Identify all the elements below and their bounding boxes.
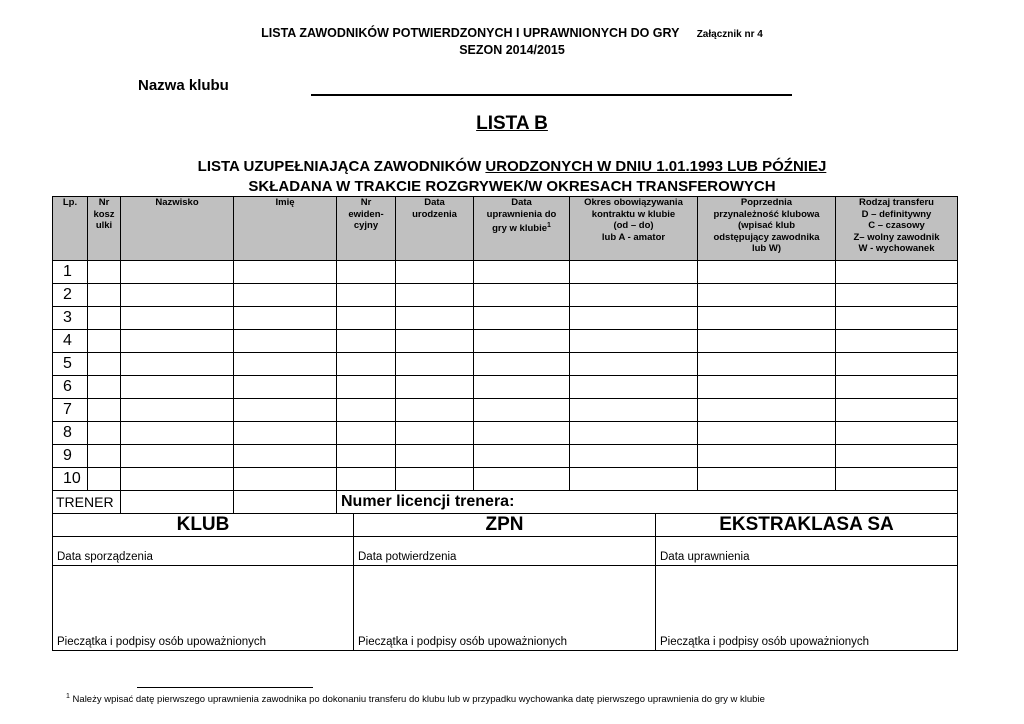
stamp-ekstraklasa-field[interactable]: Pieczątka i podpisy osób upoważnionych (656, 566, 958, 651)
row-number: 6 (53, 376, 88, 399)
stamp-zpn-field[interactable]: Pieczątka i podpisy osób upoważnionych (354, 566, 656, 651)
col-header-birth-date-text: Data urodzenia (412, 197, 457, 220)
dates-row (53, 537, 958, 566)
table-cell[interactable] (234, 445, 337, 468)
table-cell[interactable] (234, 399, 337, 422)
table-cell[interactable] (474, 422, 570, 445)
table-cell[interactable] (474, 468, 570, 491)
table-cell[interactable] (836, 330, 958, 353)
col-header-lp-text: Lp. (62, 197, 78, 208)
table-cell[interactable] (121, 330, 234, 353)
table-row (53, 468, 958, 491)
table-cell[interactable] (698, 468, 836, 491)
list-title: LISTA B (476, 113, 548, 134)
table-cell[interactable] (337, 307, 396, 330)
table-cell[interactable] (88, 261, 121, 284)
row-number: 10 (53, 468, 88, 491)
table-cell[interactable] (836, 307, 958, 330)
row-number: 3 (53, 307, 88, 330)
table-cell[interactable] (474, 330, 570, 353)
col-header-shirt-number (88, 197, 121, 261)
col-header-registry-number (337, 197, 396, 261)
table-cell[interactable] (570, 468, 698, 491)
footnote-text: Należy wpisać datę pierwszego uprawnienia zawodnika po dokonaniu transferu do klubu lub w przypadku wychowanka datę pierwszego uprawnienia do gry w klubie (69, 694, 765, 706)
approval-table (52, 513, 958, 651)
table-cell[interactable] (88, 284, 121, 307)
player-rows (53, 261, 958, 491)
table-row (53, 445, 958, 468)
col-header-eligibility-date (474, 197, 570, 261)
row-number: 2 (53, 284, 88, 307)
col-header-shirt-number-text: Nr kosz ulki (93, 197, 115, 231)
row-number: 4 (53, 330, 88, 353)
org-zpn: ZPN (354, 514, 656, 537)
table-cell[interactable] (234, 376, 337, 399)
trainer-label: TRENER (53, 491, 121, 514)
footnote (66, 693, 765, 705)
col-header-previous-club (698, 197, 836, 261)
date-prepared-field[interactable]: Data sporządzenia (53, 537, 354, 566)
table-cell[interactable] (570, 445, 698, 468)
table-cell[interactable] (836, 468, 958, 491)
table-cell[interactable] (234, 307, 337, 330)
table-cell[interactable] (121, 445, 234, 468)
table-cell[interactable] (698, 399, 836, 422)
col-header-birth-date (396, 197, 474, 261)
table-cell[interactable] (88, 376, 121, 399)
table-cell[interactable] (474, 445, 570, 468)
table-cell[interactable] (88, 399, 121, 422)
table-row (53, 307, 958, 330)
footnote-divider (137, 687, 313, 688)
table-cell[interactable] (88, 422, 121, 445)
table-cell[interactable] (337, 376, 396, 399)
stamps-row (53, 566, 958, 651)
attachment-label: Załącznik nr 4 (696, 29, 763, 40)
col-header-registry-number-text: Nr ewiden- cyjny (348, 197, 384, 231)
table-cell[interactable] (836, 445, 958, 468)
table-cell[interactable] (570, 422, 698, 445)
table-cell[interactable] (234, 284, 337, 307)
table-cell[interactable] (698, 284, 836, 307)
table-row (53, 353, 958, 376)
org-ekstraklasa: EKSTRAKLASA SA (656, 514, 958, 537)
table-cell[interactable] (474, 307, 570, 330)
table-cell[interactable] (570, 307, 698, 330)
table-cell[interactable] (396, 330, 474, 353)
table-row (53, 399, 958, 422)
trainer-row (53, 491, 958, 514)
table-cell[interactable] (337, 445, 396, 468)
club-name-field[interactable] (311, 94, 792, 96)
trainer-name-cell[interactable] (121, 491, 234, 514)
table-cell[interactable] (396, 445, 474, 468)
table-cell[interactable] (337, 261, 396, 284)
table-cell[interactable] (337, 422, 396, 445)
table-cell[interactable] (396, 468, 474, 491)
table-cell[interactable] (570, 353, 698, 376)
table-cell[interactable] (698, 353, 836, 376)
row-number: 9 (53, 445, 88, 468)
table-row (53, 422, 958, 445)
table-cell[interactable] (698, 330, 836, 353)
footnote-ref: 1 (547, 222, 551, 229)
col-header-transfer-type (836, 197, 958, 261)
table-cell[interactable] (121, 261, 234, 284)
stamp-klub-field[interactable]: Pieczątka i podpisy osób upoważnionych (53, 566, 354, 651)
table-cell[interactable] (337, 284, 396, 307)
col-header-lp (53, 197, 88, 261)
table-cell[interactable] (234, 353, 337, 376)
table-row (53, 330, 958, 353)
form-title-text: LISTA ZAWODNIKÓW POTWIERDZONYCH I UPRAWNIONYCH DO GRY (261, 26, 680, 40)
table-cell[interactable] (698, 261, 836, 284)
col-header-first-name-text: Imię (275, 197, 295, 208)
table-cell[interactable] (121, 399, 234, 422)
row-number: 1 (53, 261, 88, 284)
subtitle-part-2: URODZONYCH W DNIU 1.01.1993 LUB PÓŹNIEJ (485, 158, 827, 175)
table-row (53, 376, 958, 399)
table-cell[interactable] (234, 261, 337, 284)
table-cell[interactable] (337, 353, 396, 376)
subtitle-line-2: SKŁADANA W TRAKCIE ROZGRYWEK/W OKRESACH TRANSFEROWYCH (248, 178, 776, 195)
table-cell[interactable] (337, 399, 396, 422)
table-cell[interactable] (474, 376, 570, 399)
col-header-previous-club-text: Poprzednia przynależność klubowa (wpisać klub odstępujący zawodnika lub W) (713, 197, 820, 254)
table-cell[interactable] (698, 307, 836, 330)
table-cell[interactable] (698, 376, 836, 399)
table-cell[interactable] (570, 399, 698, 422)
table-cell[interactable] (121, 422, 234, 445)
table-cell[interactable] (234, 330, 337, 353)
table-cell[interactable] (474, 399, 570, 422)
table-cell[interactable] (396, 353, 474, 376)
subtitle-part-1: LISTA UZUPEŁNIAJĄCA ZAWODNIKÓW (197, 158, 486, 175)
table-cell[interactable] (337, 330, 396, 353)
table-cell[interactable] (570, 284, 698, 307)
table-cell[interactable] (836, 376, 958, 399)
table-cell[interactable] (121, 468, 234, 491)
club-name-label: Nazwa klubu (138, 77, 229, 94)
table-cell[interactable] (88, 330, 121, 353)
row-number: 5 (53, 353, 88, 376)
table-cell[interactable] (396, 399, 474, 422)
table-cell[interactable] (836, 353, 958, 376)
table-cell[interactable] (121, 284, 234, 307)
table-cell[interactable] (88, 353, 121, 376)
table-cell[interactable] (698, 422, 836, 445)
table-cell[interactable] (570, 330, 698, 353)
table-cell[interactable] (570, 261, 698, 284)
col-header-transfer-type-text: Rodzaj transferu D – definitywny C – czasowy Z– wolny zawodnik W - wychowanek (853, 197, 940, 254)
trainer-license-label[interactable]: Numer licencji trenera: (337, 491, 958, 514)
table-cell[interactable] (836, 399, 958, 422)
table-cell[interactable] (121, 353, 234, 376)
col-header-contract-period-text: Okres obowiązywania kontraktu w klubie (od – do) lub A - amator (584, 197, 683, 243)
date-authorized-field[interactable]: Data uprawnienia (656, 537, 958, 566)
table-cell[interactable] (121, 307, 234, 330)
players-table (52, 196, 958, 514)
table-cell[interactable] (474, 353, 570, 376)
table-cell[interactable] (234, 468, 337, 491)
table-cell[interactable] (396, 307, 474, 330)
table-row (53, 261, 958, 284)
table-cell[interactable] (396, 422, 474, 445)
row-number: 7 (53, 399, 88, 422)
table-cell[interactable] (570, 376, 698, 399)
col-header-eligibility-date-text: Data uprawnienia do gry w klubie (486, 197, 557, 235)
table-cell[interactable] (474, 284, 570, 307)
table-row (53, 284, 958, 307)
table-cell[interactable] (836, 422, 958, 445)
season-label: SEZON 2014/2015 (459, 43, 565, 57)
table-header-row (53, 197, 958, 261)
table-cell[interactable] (474, 261, 570, 284)
table-cell[interactable] (88, 307, 121, 330)
footnote-mark: 1 (66, 693, 70, 700)
date-confirmed-field[interactable]: Data potwierdzenia (354, 537, 656, 566)
table-cell[interactable] (88, 468, 121, 491)
form-title (0, 26, 1024, 40)
table-cell[interactable] (396, 284, 474, 307)
col-header-surname-text: Nazwisko (155, 197, 199, 208)
table-cell[interactable] (836, 261, 958, 284)
table-cell[interactable] (121, 376, 234, 399)
org-row (53, 514, 958, 537)
table-cell[interactable] (337, 468, 396, 491)
subtitle-line-1 (0, 158, 1024, 175)
col-header-contract-period (570, 197, 698, 261)
table-cell[interactable] (396, 261, 474, 284)
org-klub: KLUB (53, 514, 354, 537)
table-cell[interactable] (698, 445, 836, 468)
trainer-first-name-cell[interactable] (234, 491, 337, 514)
table-cell[interactable] (396, 376, 474, 399)
table-cell[interactable] (234, 422, 337, 445)
col-header-first-name (234, 197, 337, 261)
col-header-surname (121, 197, 234, 261)
table-cell[interactable] (836, 284, 958, 307)
row-number: 8 (53, 422, 88, 445)
table-cell[interactable] (88, 445, 121, 468)
